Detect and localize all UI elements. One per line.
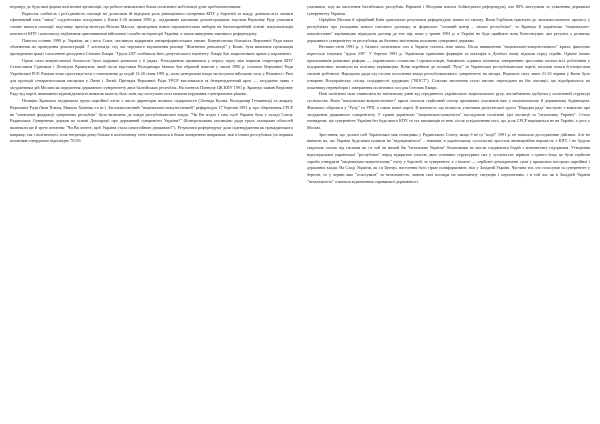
right-paragraph-5: Зростання, що долати собі Української між позиціями у Радянського Союзу, якщо б не ці "події" 1991 р. не показали дослідженню дійсним. Але не вивчити на, що Україна будь-яким шляхом не "відокремиться" – навпаки, в українському суспільстві зростала антипартійна ворожість з КПУ, і не будучи свідомою силою під гаслами як і в той чи інший бік "незалежна Україна" більшовики не могли сподіватися бодай з контингенту підтримки. Утворення відповідальної української "республіки" перед відкритою участю двох основних структурних сил у суспільстві: вірніше з одного боку, це були серйозні спроби утвердити "національно-комуністичну" еліту у боротьбі за суверенітет, а з іншого — серйозні демократичні сили у кризисних настроях партійної і державної влади. На Сході України, як і в Центрі, населення було гірше поінформоване, ніж у Західній Україні. Частина тих хто голосував за суверенітет у березні, то у червні вже "голосувала" за незалежність, маючи свої погляди на економічну ситуацію і перспективи, і в той час як в Західній Україні "незалежність" означала відновлення справжньої державності. — [307, 131, 590, 184]
right-paragraph-2: Офіційна Москва й офіційний Київ трактували результати референдуму кожен по-своєму. Вони Горбачов прагнули до загальносоюзного процесу у республіках про укладання нового союзного договору за формулою "сильний центр – сильні республіки", то Кравчук й українське "національно-комуністичне" керівництво відкидали договір до тих пір, поки у травні 1991 р. в Україні не буде прийнято нову Конституцію, яка регулює у розвитку державного суверенітету та республіки, як базових змістовних положень суверенної держави. — [307, 17, 590, 43]
right-paragraph-1: учасників, тоді як населення балтійських республік, Вірменії і Молдови взагалі бойкотували референдум), але 80% виступили за ухвалення державної суверенітету України. — [307, 4, 590, 16]
left-paragraph-4: Однак сили комуністичної більшості були підірвані розколом у її рядах. Розходження проявилися у першу чергу між першим секретарем КПУ Станіславом Гуренком і Леонідом Кравчуком, який після відставки Володимира Івашка був обраний навесні у липні 1990 р. головою Верховної Ради Української РСР. Роками чітко простежується з становлення до подій 13-20 січня 1991 р., коли центральна влада застосувала військову силу у Вільнюсі і Ризі для протидії сепаратистським настроям у Литві і Латвії. Президія Верховної Ради УРСР висловилася за безпрецедентний крок — засуджено заяву з засудженням дій Москви як порушення державного суверенітету двох балтійських республік. На пленумі Пленуму ЦК КПУ 1991 р. Кравчук заявив Верховну Раду від партії, виявляючи відповідальність вимагав захисту його змін, що поступово поза межами керування з центральних рішень. — [10, 57, 293, 97]
right-paragraph-4: Нові політичні сили опинилися на тактичному рівні від серединного українського національного руху, поглиблюючи здобутки у політичній структурі суспільства. Вони "національно-комуністичного" крила очолила серйозний сектор проміжних учасників вже у національному й державному будівництві. Фактично зібралися у "Руху" та УРП, а також нової партії. В контексті, що кількість учасників депутатської групи "Народна рада" виступає з вимогою про засудження державного суверенітету. У травні українські "національно-комуністи" наслідували політичні ідеї опозиції за "незалежну Україну". Стало очевидним, що суверенітет України без будь-якого КПУ, ні тут мешканців ні нею, після усвідомлення того, що доля СРСР вирішиться не на Україні, а десь у Москві. — [307, 91, 590, 130]
left-paragraph-3: Плюсом осінню 1990 р. України, як і весь Союз, захлинула відкритим антиреформістським хвилю. Комуністична більшість Верховної Ради взяла обмеження на проведення демонстрацій. 7 листопада, під час чергового відзначення річниці "Жовтневої революції" у Києві, була виконана провокація протидемонстрації з колонною дисидента Степана Хмари. "Група 239" позбавила його депутатського імунітету. Хмару був заарештовано прямо у парламенті. — [10, 37, 293, 57]
left-paragraph-2: Відносна слабкість і роз'єднаність опозиції не дозволили їй відіграти роль рівноцінного суперника КПУ у боротьбі за владу, довівши всіх чинити ефективний тиск "знизу" студентських голодувань у Києві 2-16 жовтня 1990 р., підтримане масовими демонстраціями, змусили Верховну Раду ухвалити таємне вимоги опозиції: відставку прем'єр-міністра Віталія Масола, проведення нових парламентських виборів на багатопартійній основі, націоналізація власності КПУ і комсомолу, відбування призовниками військової служби на території України, а також виведення законного референдуму. — [10, 10, 293, 36]
two-column-layout — [10, 4, 590, 422]
right-paragraph-3: Весняно-літні 1991 р. у балансі політичних сил в Україні стались нові зміни. Після виникнення "національно-комуністичного" крила, фактично перестала існувати "група 239". У березні 1991 р. Українське правління фермерів та шахтарів в Донбасі знову підняли серед страйк. Одначе інших прихильників ринкових реформ — українського селянства і промисловців, бажаючих сприяти таємному завершенню зростання частки всіх робітників у підприємствах, вплинули на політику керівництва. Вони перейшли до позицій "Руху" та Української республіканської партії, загальні пільги й інтересами тисячні робітничі. Народною ради під гаслом посилення влади республіканського суверенітету на місцях. Втратило силу лише 21-23 червня у Києві було утворено Всеукраїнську спілку солідарності трудящих ("ВОСТ"). Сільське населення стало масово переходити на бік опозиції, що відобразилось на показнику перевиборів і завершення політичних сил для Степана Хмари. — [307, 44, 590, 90]
right-column — [307, 4, 590, 422]
left-column — [10, 4, 293, 422]
left-paragraph-5: Позицію Кравчука підтримала група партійної еліти з числа директорів великих підприємств (Леоніда Кучма, Володимир Гетманець) та апарату Верховної Ради (Іван Плющ, Микола Хоменко та ін.). Загальносоюзний "національно-комуністичний" референдум 17 березня 1991 р. про збереження СРСР як "оновленої федерації суверенних республік" було включено до влади республіканської влади. "Чи Ви згідні з тим, щоб Україна була у складі Союзу Радянських Суверенних держав на основі Декларації про державний суверенітет України?" (Контрольована опозицією ради трьох галицьких областей включили ще й третє питання: "Чи Ви хочете, щоб Україна стала самостійною державою?"). Результати референдуму дали підтвердження як громадянського напряму, так і політичного, хоча тенденція дещо більше в політичному сенсі визначилася в більш конкретних напрямках, ніж в інших республіках (за першим питанням стверджено відповідно 70,5% — [10, 98, 293, 144]
left-paragraph-1: недовіру до будь-якої форми політичної організації, що робило неможливої ​​більш політичної мобілізації дуже проблематичними. — [10, 4, 242, 9]
